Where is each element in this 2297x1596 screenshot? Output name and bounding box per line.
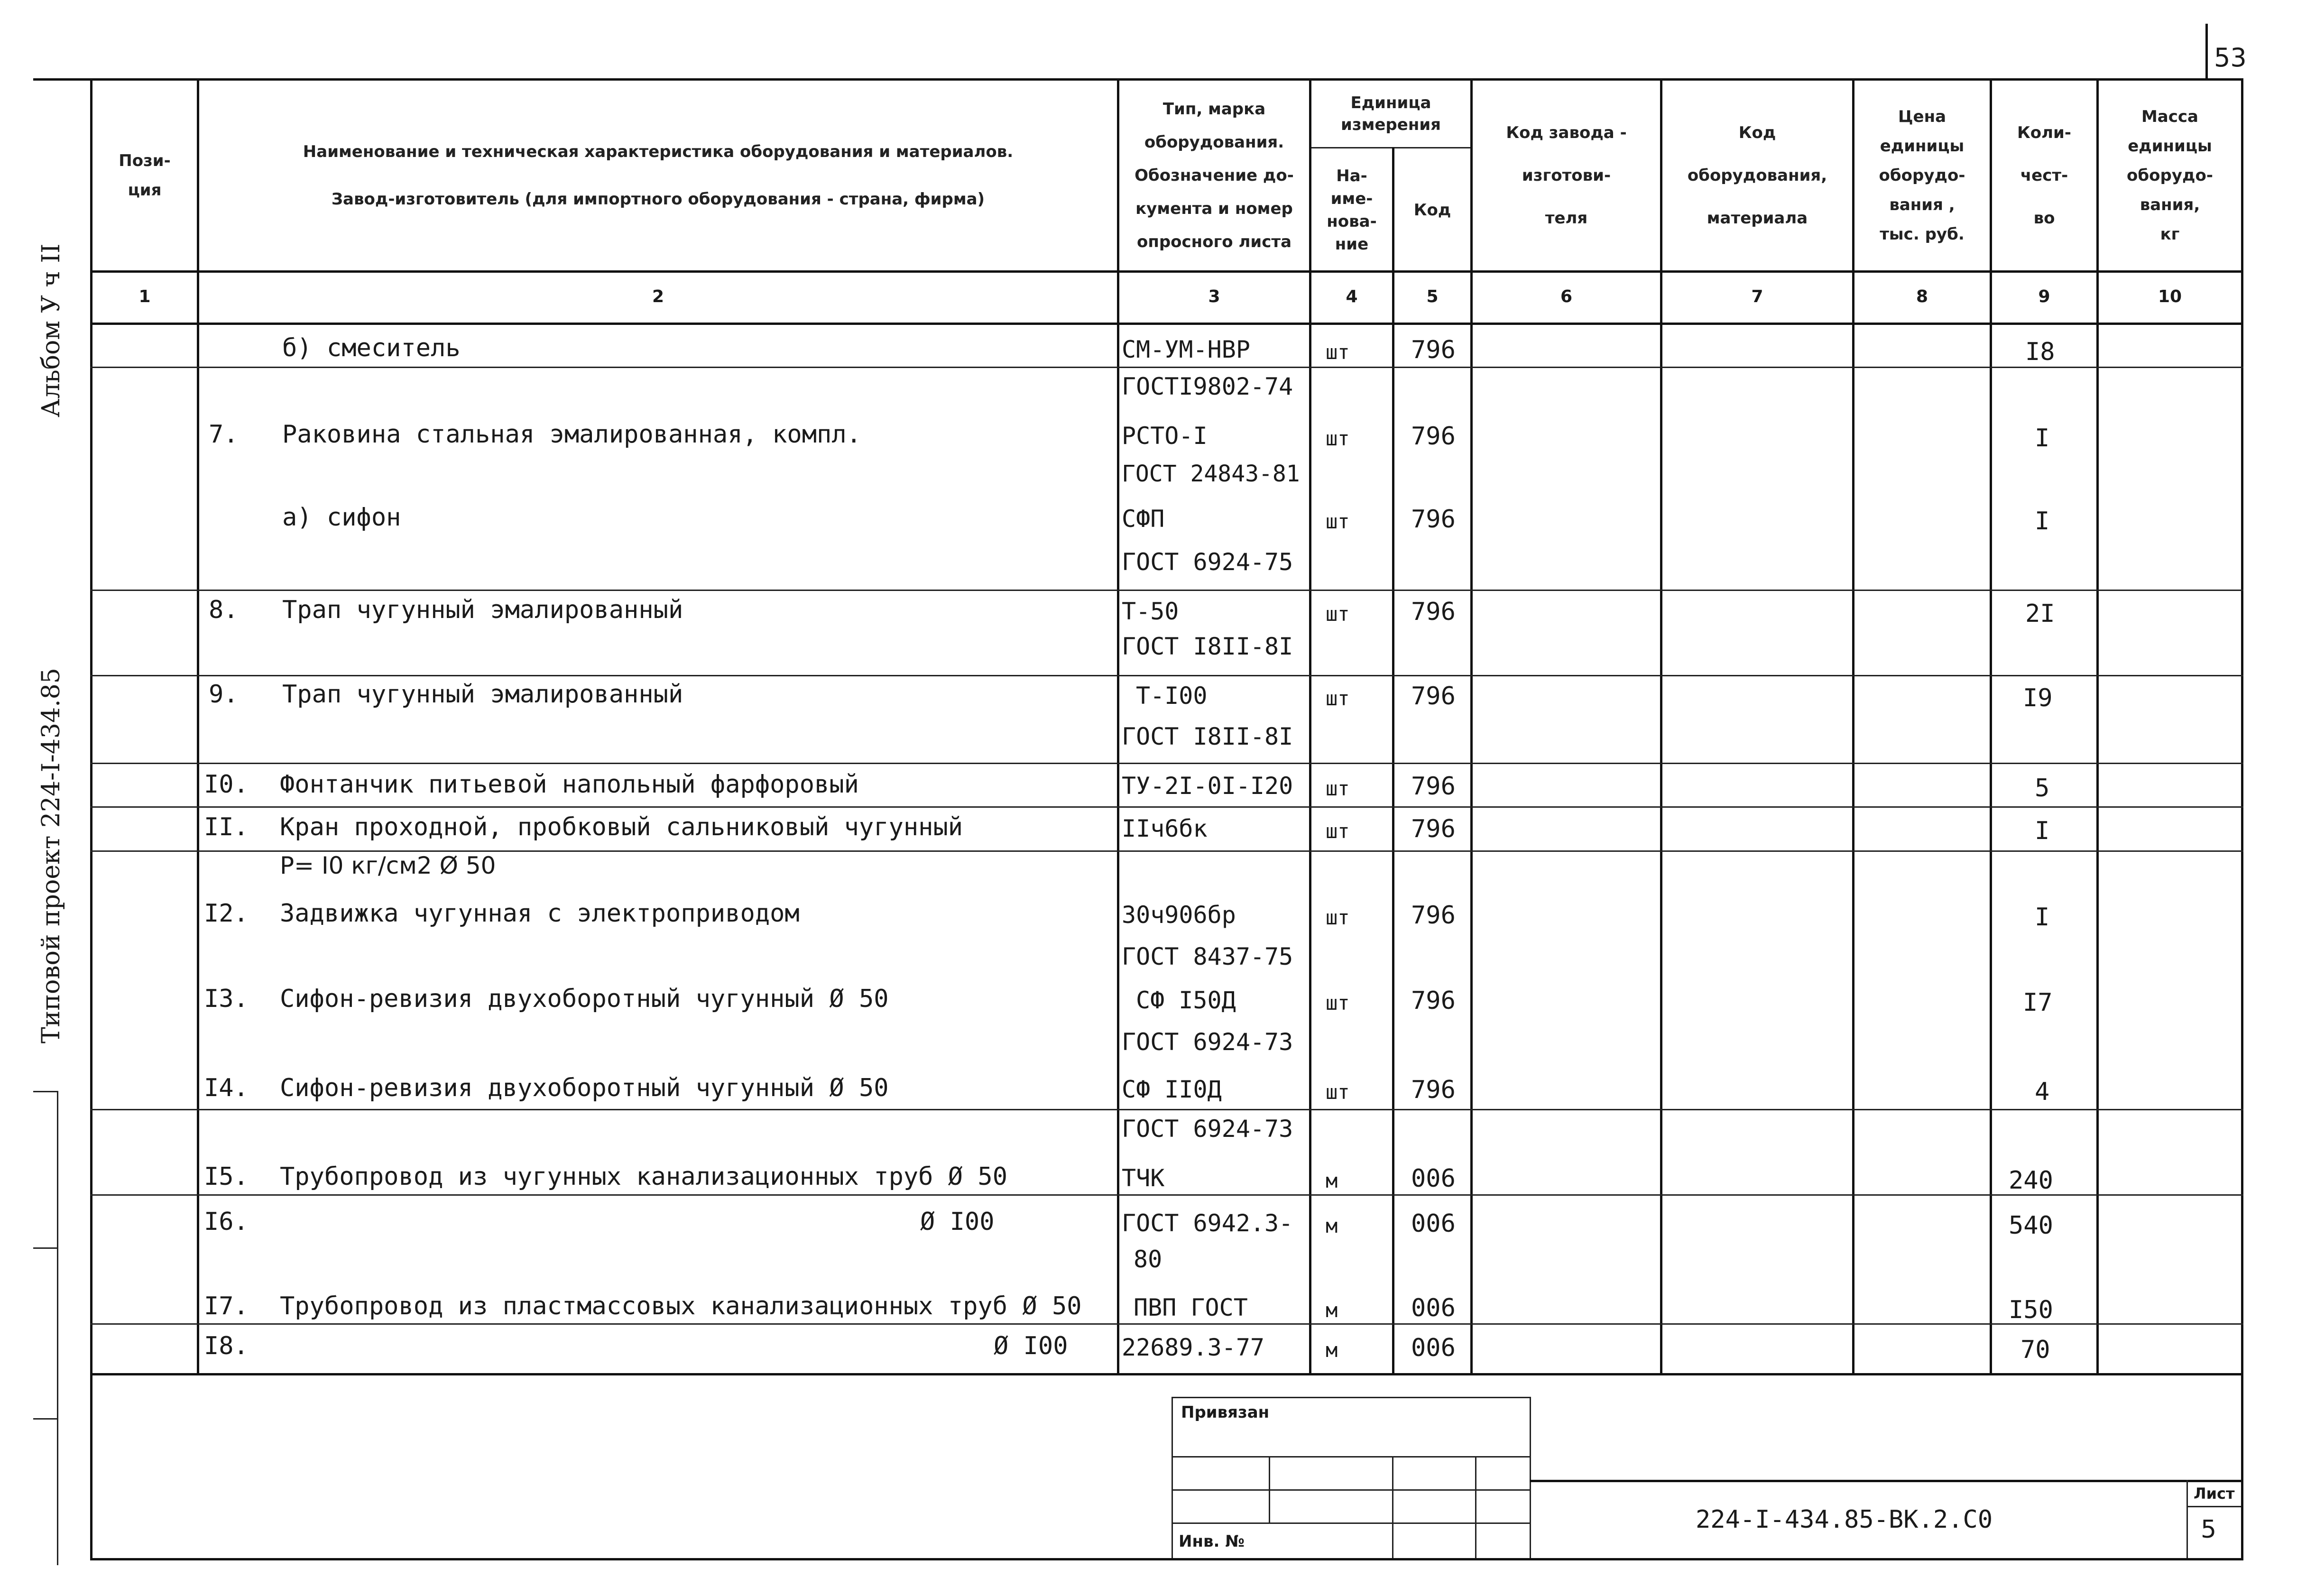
- row-position: I0.: [204, 770, 249, 799]
- left-margin-divider: [33, 1091, 57, 1092]
- row-unit: шт: [1326, 991, 1350, 1015]
- row-position: I3.: [204, 985, 249, 1013]
- row-position: I2.: [204, 899, 249, 928]
- row-separator: [90, 806, 2243, 808]
- row-name: Трубопровод из чугунных канализационных труб Ø 50: [280, 1162, 1008, 1191]
- row-name: Р= I0 кг/см2 Ø 50: [280, 852, 496, 879]
- row-type: РСТО-I: [1122, 422, 1208, 450]
- row-name: Фонтанчик питьевой напольный фарфоровый: [280, 770, 859, 799]
- row-qty: 70: [2020, 1336, 2050, 1364]
- row-unit: м: [1326, 1338, 1338, 1362]
- header-quantity: Коли- чест- во: [2017, 123, 2071, 228]
- row-code: 796: [1411, 815, 1456, 843]
- row-type: IIч6бк: [1122, 815, 1208, 842]
- row-name: Трубопровод из пластмассовых канализационных труб Ø 50: [280, 1292, 1082, 1320]
- row-qty: 4: [2035, 1078, 2050, 1106]
- row-qty: I8: [2025, 338, 2055, 366]
- row-position: I4.: [204, 1074, 249, 1102]
- header-name: Наименование и техническая характеристика оборудования и материалов. Завод-изготовитель (для импортного оборудования - страна, фирма): [303, 142, 1014, 209]
- row-type: СФП: [1122, 505, 1165, 533]
- row-code: 796: [1411, 505, 1456, 534]
- row-type: ГОСТ 6924-73: [1122, 1115, 1293, 1143]
- row-type: ТЧК: [1122, 1164, 1165, 1192]
- row-separator: [90, 1109, 2243, 1110]
- header-unit: Единица измерения: [1341, 93, 1441, 134]
- row-position: I5.: [204, 1162, 249, 1191]
- row-qty: 2I: [2025, 600, 2055, 628]
- stamp-col: [1392, 1456, 1393, 1558]
- col-line-6: [1660, 78, 1662, 1373]
- row-position: I8.: [204, 1332, 249, 1360]
- header-unit-price: Цена единицы оборудо- вания , тыс. руб.: [1879, 107, 1965, 244]
- row-name: Задвижка чугунная с электроприводом: [280, 899, 800, 928]
- colnum-8: 8: [1916, 286, 1928, 306]
- sheet-label: Лист: [2194, 1485, 2235, 1503]
- row-name: Кран проходной, пробковый сальниковый чугунный: [280, 813, 963, 841]
- sheet-number: 5: [2201, 1515, 2217, 1544]
- row-type: ГОСТ 6942.3-: [1122, 1209, 1293, 1237]
- row-type: СМ-УМ-НВР: [1122, 336, 1250, 363]
- left-margin-divider: [33, 1418, 57, 1420]
- row-qty: 540: [2009, 1211, 2053, 1240]
- row-code: 796: [1411, 598, 1456, 626]
- colnum-1: 1: [138, 286, 151, 306]
- header-bottom: [90, 270, 2243, 273]
- row-separator: [90, 675, 2243, 676]
- row-type: ГОСТ 8437-75: [1122, 943, 1293, 970]
- colnum-5: 5: [1426, 286, 1439, 306]
- table-bottom: [90, 1558, 2243, 1560]
- col-line-9: [2096, 78, 2099, 1373]
- row-code: 796: [1411, 1076, 1456, 1104]
- row-name: Сифон-ревизия двухоборотный чугунный Ø 50: [280, 1074, 889, 1102]
- row-name: Ø I00: [920, 1208, 995, 1236]
- row-name: а) сифон: [282, 503, 401, 532]
- row-code: 796: [1411, 682, 1456, 710]
- table-frame-right: [2241, 78, 2243, 1558]
- row-type: ТУ-2I-0I-I20: [1122, 772, 1293, 800]
- row-qty: I: [2035, 507, 2050, 535]
- row-qty: I: [2035, 424, 2050, 452]
- row-qty: I50: [2009, 1296, 2053, 1324]
- colnum-9: 9: [2038, 286, 2050, 306]
- sheet-box-line: [2186, 1506, 2241, 1507]
- row-qty: I7: [2023, 988, 2053, 1017]
- sidebar-project: Типовой проект 224-I-434.85: [37, 668, 65, 1043]
- row-unit: шт: [1326, 602, 1350, 626]
- row-code: 796: [1411, 901, 1456, 930]
- row-position: II.: [204, 813, 249, 841]
- col-line-4: [1392, 147, 1394, 1373]
- stamp-box-top: [1172, 1397, 1530, 1398]
- col-line-8: [1990, 78, 1992, 1373]
- row-unit: шт: [1326, 906, 1350, 929]
- header-position: Пози- ция: [119, 151, 171, 200]
- row-code: 006: [1411, 1164, 1456, 1193]
- colnum-3: 3: [1208, 286, 1220, 306]
- row-unit: шт: [1326, 341, 1350, 364]
- left-margin-divider: [33, 1247, 57, 1249]
- row-qty: I: [2035, 903, 2050, 932]
- page-number: 53: [2214, 43, 2247, 73]
- sheet-box-left: [2186, 1480, 2188, 1558]
- colnum-10: 10: [2158, 286, 2182, 306]
- row-code: 006: [1411, 1209, 1456, 1238]
- row-unit: шт: [1326, 427, 1350, 450]
- row-code: 796: [1411, 422, 1456, 451]
- row-unit: шт: [1326, 1080, 1350, 1104]
- row-code: 006: [1411, 1334, 1456, 1362]
- row-type: СФ II0Д: [1122, 1076, 1222, 1103]
- row-qty: 240: [2009, 1166, 2053, 1195]
- row-code: 796: [1411, 772, 1456, 801]
- stamp-inv-label: Инв. №: [1179, 1532, 1245, 1551]
- row-position: 8.: [209, 596, 239, 624]
- row-unit: шт: [1326, 777, 1350, 800]
- row-name: б) смеситель: [282, 334, 461, 362]
- row-name: Трап чугунный эмалированный: [282, 680, 683, 709]
- colnum-2: 2: [652, 286, 664, 306]
- row-separator: [90, 763, 2243, 764]
- header-equipment-code: Код оборудования, материала: [1687, 123, 1827, 228]
- row-code: 796: [1411, 336, 1456, 364]
- row-type: Т-50: [1122, 598, 1179, 625]
- row-name: Раковина стальная эмалированная, компл.: [282, 420, 861, 449]
- row-type: ГОСТ I8II-8I: [1122, 633, 1293, 660]
- row-type: 22689.3-77: [1122, 1334, 1265, 1361]
- row-separator: [90, 590, 2243, 591]
- col-line-3: [1309, 78, 1311, 1373]
- row-code: 796: [1411, 987, 1456, 1015]
- row-separator: [90, 367, 2243, 368]
- row-unit: шт: [1326, 687, 1350, 710]
- doc-code: 224-I-434.85-ВК.2.С0: [1696, 1505, 1993, 1534]
- row-position: 7.: [209, 420, 239, 449]
- row-type: ГОСТ 24843-81: [1122, 461, 1300, 487]
- row-type: ГОСТ 6924-75: [1122, 548, 1293, 576]
- row-position: I6.: [204, 1208, 249, 1236]
- left-margin-line: [57, 1091, 58, 1565]
- colnum-bottom: [90, 323, 2243, 325]
- row-type: ПВП ГОСТ: [1134, 1294, 1248, 1321]
- stamp-top: [90, 1373, 2243, 1375]
- colnum-4: 4: [1346, 286, 1358, 306]
- row-unit: шт: [1326, 820, 1350, 843]
- col-line-7: [1852, 78, 1854, 1373]
- header-mass: Масса единицы оборудо- вания, кг: [2127, 107, 2213, 244]
- row-type: 80: [1134, 1245, 1162, 1273]
- row-qty: 5: [2035, 774, 2050, 803]
- row-unit: м: [1326, 1214, 1338, 1237]
- row-position: I7.: [204, 1292, 249, 1320]
- row-position: 9.: [209, 680, 239, 709]
- stamp-box-right: [1530, 1397, 1531, 1558]
- colnum-7: 7: [1751, 286, 1763, 306]
- row-code: 006: [1411, 1294, 1456, 1322]
- header-unit-code: Код: [1413, 200, 1451, 220]
- stamp-bound-label: Привязан: [1181, 1403, 1270, 1422]
- row-name: Ø I00: [994, 1332, 1068, 1360]
- row-name: Сифон-ревизия двухоборотный чугунный Ø 50: [280, 985, 889, 1013]
- row-qty: I: [2035, 817, 2050, 845]
- row-unit: шт: [1326, 510, 1350, 533]
- col-line-5: [1470, 78, 1473, 1373]
- colnum-6: 6: [1560, 286, 1573, 306]
- unit-subheader-line: [1309, 147, 1470, 148]
- stamp-col: [1475, 1456, 1476, 1558]
- stamp-box-left: [1172, 1397, 1173, 1558]
- row-name: Трап чугунный эмалированный: [282, 596, 683, 624]
- row-type: 30ч906бр: [1122, 901, 1236, 929]
- row-type: ГОСТ 6924-73: [1122, 1028, 1293, 1056]
- header-type: Тип, марка оборудования. Обозначение до- кумента и номер опросного листа: [1135, 100, 1294, 251]
- row-type: ГОСТI9802-74: [1122, 373, 1293, 400]
- stamp-title-line: [1530, 1480, 2241, 1482]
- col-line-2: [1117, 78, 1119, 1373]
- row-type: Т-I00: [1136, 682, 1208, 710]
- stamp-col: [1269, 1456, 1270, 1522]
- row-qty: I9: [2023, 684, 2053, 712]
- row-type: СФ I50Д: [1136, 987, 1236, 1014]
- row-unit: м: [1326, 1299, 1338, 1322]
- header-plant-code: Код завода - изготови- теля: [1506, 123, 1627, 228]
- row-separator: [90, 1323, 2243, 1325]
- row-separator: [90, 1194, 2243, 1196]
- col-line-1: [197, 78, 199, 1373]
- row-unit: м: [1326, 1169, 1338, 1192]
- sidebar-album: Альбом У ч II: [37, 243, 65, 417]
- header-unit-name: На- име- нова- ние: [1327, 166, 1377, 254]
- row-type: ГОСТ I8II-8I: [1122, 723, 1293, 750]
